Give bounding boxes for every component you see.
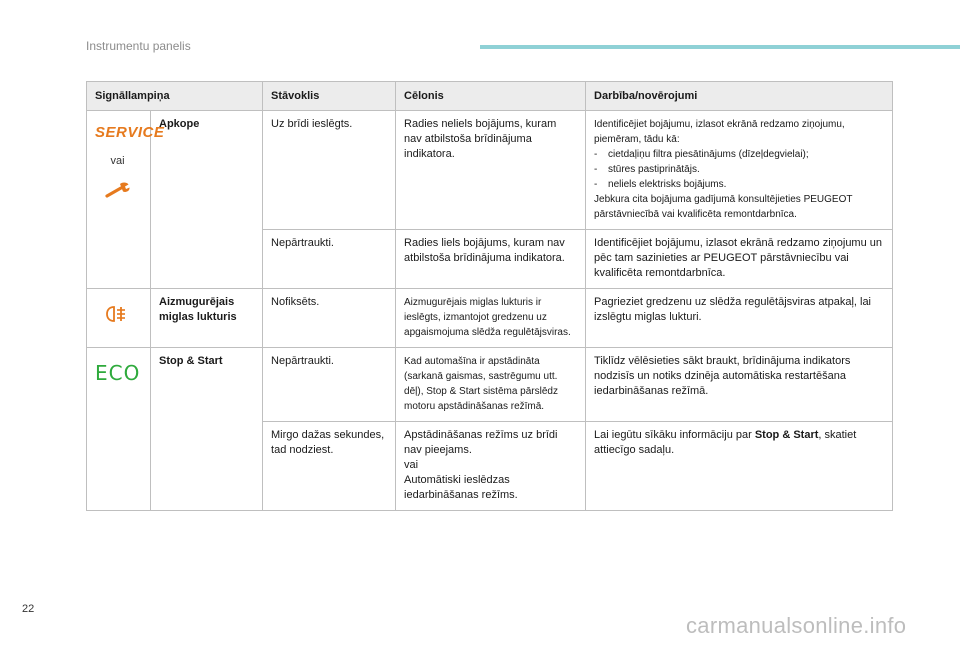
page-header-title: Instrumentu panelis	[86, 39, 191, 53]
table-row	[87, 111, 893, 230]
cause-cell: Aizmugurējais miglas lukturis ir ieslēgts, izmantojot gredzenu uz apgaismojuma slēdža regulētājsviras.	[396, 289, 586, 348]
cause-line: Automātiski ieslēdzas iedarbināšanas režīms.	[404, 474, 518, 501]
action-cell	[586, 111, 893, 230]
lamp-name-stop-start: Stop & Start	[151, 348, 263, 511]
table-row	[87, 289, 893, 348]
list-item: - stūres pastiprinātājs.	[594, 162, 882, 177]
column-header-cause: Cēlonis	[396, 82, 586, 111]
action-text: Lai iegūtu sīkāku informāciju par	[594, 429, 755, 441]
state-cell: Nepārtraukti.	[263, 230, 396, 289]
cause-cell: Radies neliels bojājums, kuram nav atbilstoša brīdinājuma indikatora.	[396, 111, 586, 230]
table-header-row	[87, 82, 893, 111]
lamp-name-fog: Aizmugurējais miglas lukturis	[151, 289, 263, 348]
action-cell: Pagrieziet gredzenu uz slēdža regulētājsviras atpakaļ, lai izslēgtu miglas lukturi.	[586, 289, 893, 348]
header-accent-bar	[480, 45, 960, 49]
action-cell: Identificējiet bojājumu, izlasot ekrānā redzamo ziņojumu un pēc tam sazinieties ar PEUGEOT pārstāvniecību vai kvalificēta remontdarbnīca.	[586, 230, 893, 289]
service-icon: SERVICE	[95, 124, 165, 141]
action-intro: Identificējiet bojājumu, izlasot ekrānā redzamo ziņojumu, piemēram, tādu kā:	[594, 119, 845, 145]
wrench-icon	[103, 181, 133, 199]
action-text: , skatiet attiecīgo sadaļu.	[594, 429, 857, 456]
cause-cell	[396, 422, 586, 511]
watermark: carmanualsonline.info	[686, 613, 907, 638]
cause-line: Apstādināšanas režīms uz brīdi nav pieejams.	[404, 429, 558, 456]
action-cell	[586, 422, 893, 511]
service-icon-cell	[87, 111, 165, 289]
cause-or: vai	[404, 459, 419, 471]
page-number: 22	[22, 603, 35, 615]
action-cell: Tiklīdz vēlēsieties sākt braukt, brīdinājuma indikators nodzisīs un notiks dzinēja automātiska restartēšana iedarbināšanas režīmā.	[586, 348, 893, 422]
list-item: - neliels elektrisks bojājums.	[594, 177, 882, 192]
fog-icon-cell	[87, 289, 151, 348]
column-header-action: Darbība/novērojumi	[586, 82, 893, 111]
icon-or-label: vai	[110, 155, 125, 167]
action-bold-text: Stop & Start	[754, 429, 819, 441]
state-cell: Mirgo dažas sekundes, tad nodziest.	[263, 422, 396, 511]
cause-cell: Kad automašīna ir apstādināta (sarkanā gaismas, sastrēgumu utt. dēļ), Stop & Start sistēma pārslēdz motoru apstādināšanas režīmā.	[396, 348, 586, 422]
warning-lamps-table	[86, 81, 893, 511]
state-cell: Uz brīdi ieslēgts.	[263, 111, 396, 230]
column-header-state: Stāvoklis	[263, 82, 396, 111]
eco-icon: ECO	[95, 361, 141, 385]
action-list	[594, 147, 882, 192]
cause-cell: Radies liels bojājums, kuram nav atbilstoša brīdinājuma indikatora.	[396, 230, 586, 289]
state-cell: Nepārtraukti.	[263, 348, 396, 422]
table-row	[87, 348, 893, 422]
eco-icon-cell	[87, 348, 151, 511]
state-cell: Nofiksēts.	[263, 289, 396, 348]
rear-fog-light-icon	[103, 303, 133, 325]
lamp-name-service: Apkope	[151, 111, 263, 289]
list-item: - cietdaļiņu filtra piesātinājums (dīzeļdegvielai);	[594, 147, 882, 162]
column-header-lamp: Signāllampiņa	[87, 82, 263, 111]
action-outro: Jebkura cita bojājuma gadījumā konsultējieties PEUGEOT pārstāvniecībā vai kvalificēta remontdarbnīca.	[594, 194, 853, 220]
